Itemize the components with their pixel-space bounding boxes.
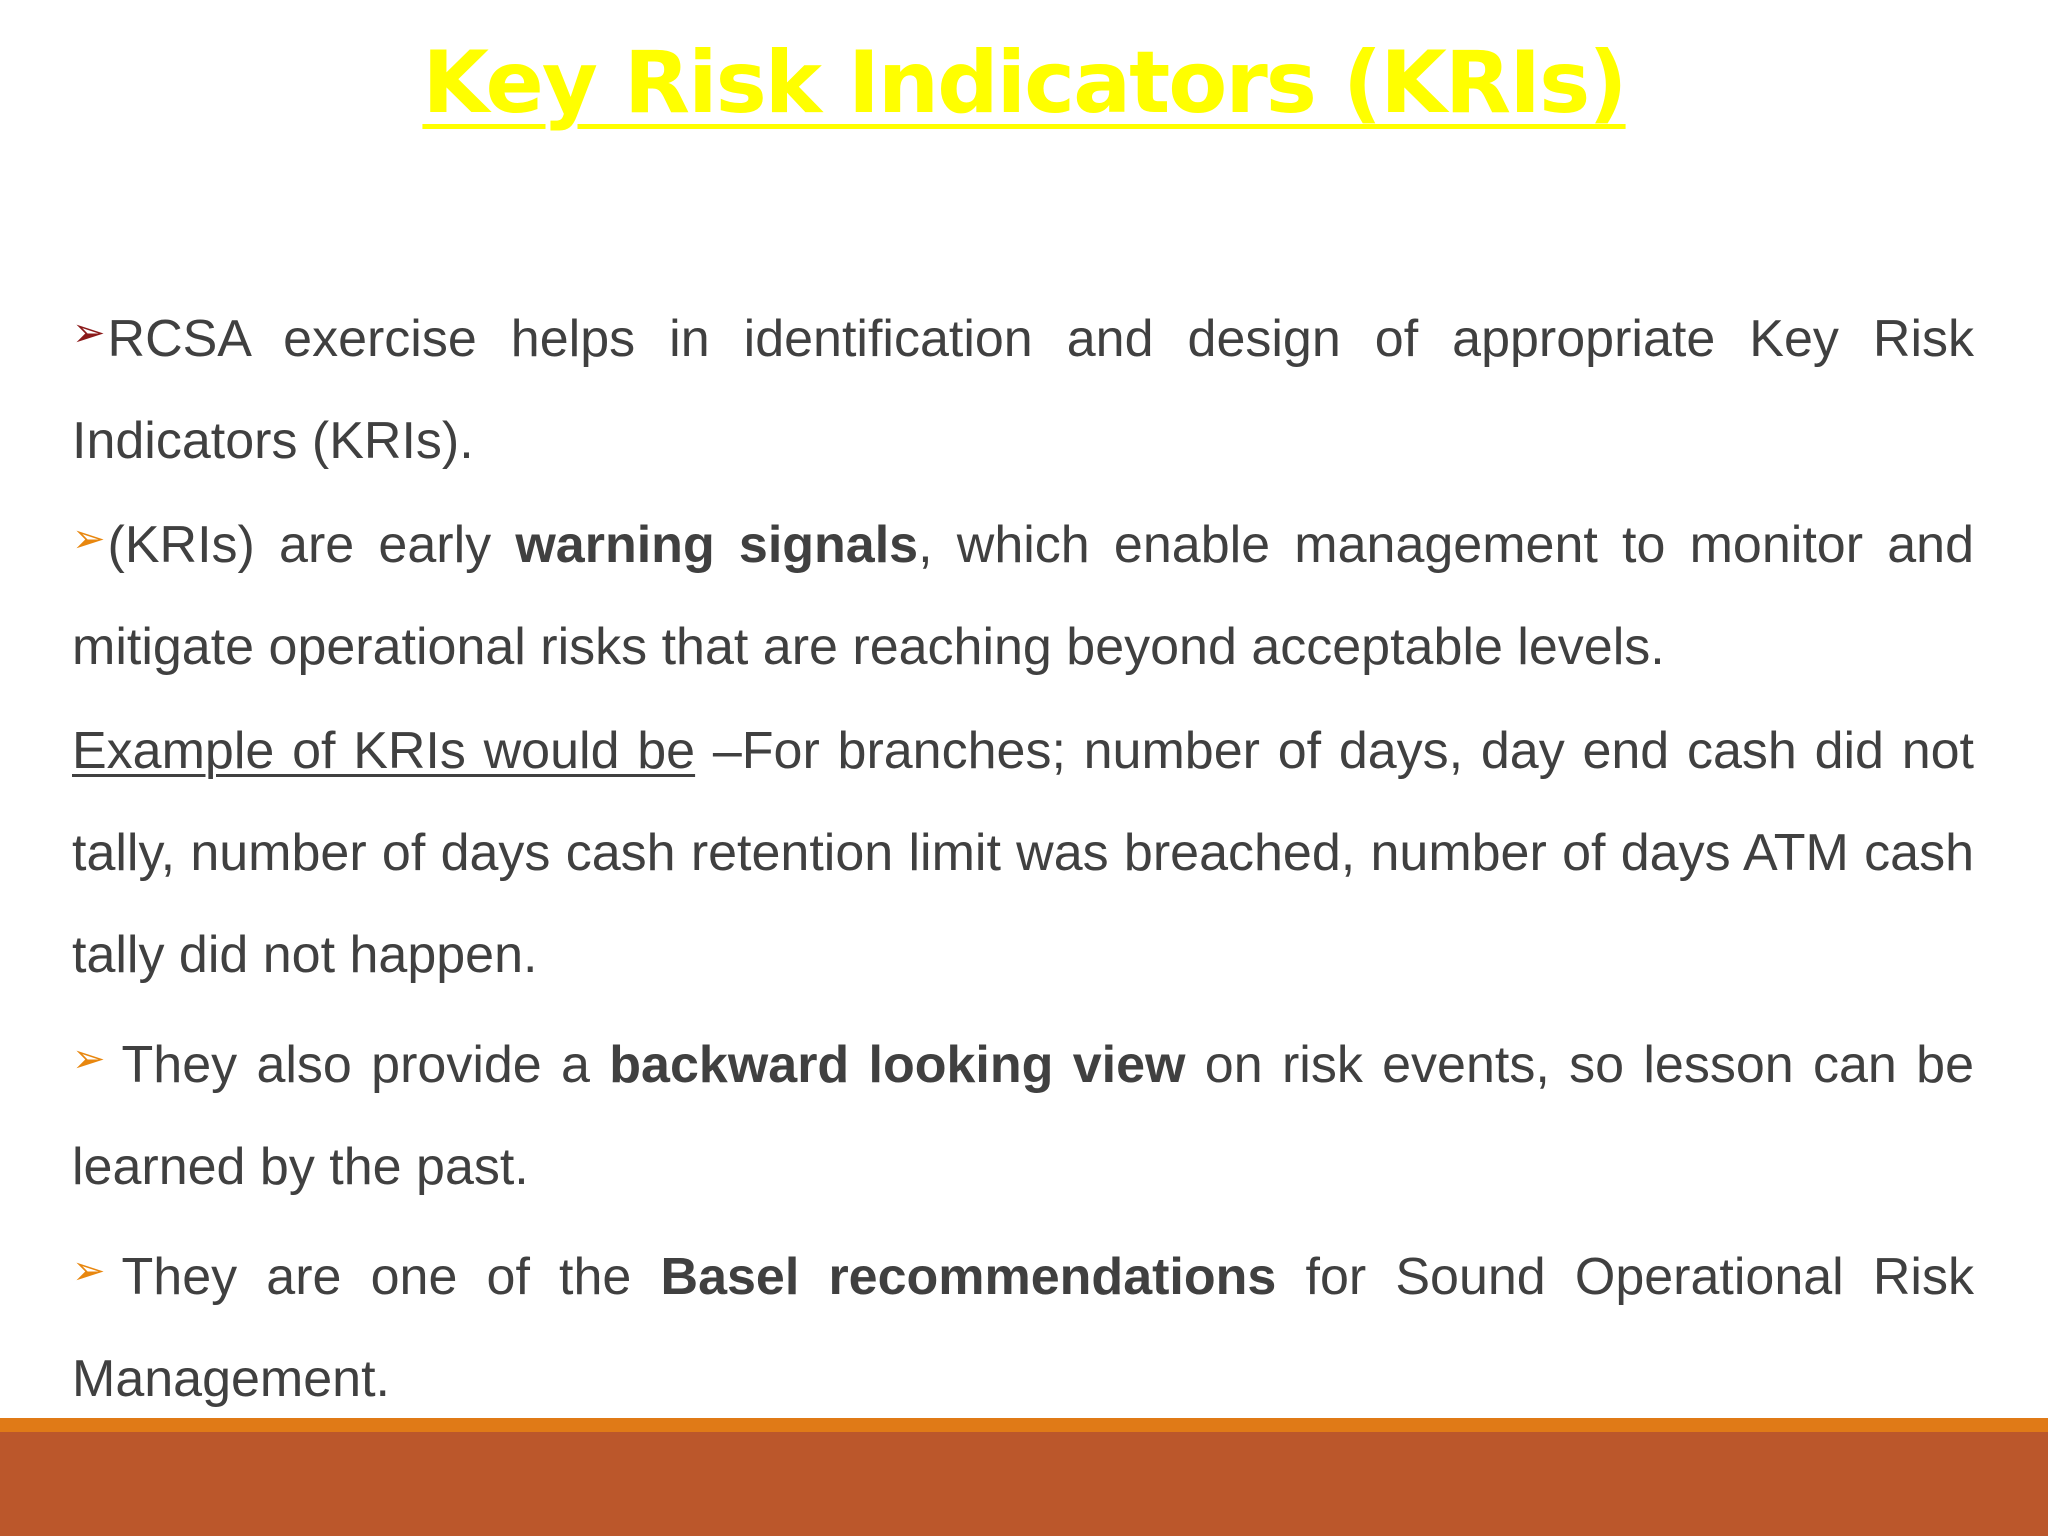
- footer-accent-line: [0, 1418, 2048, 1432]
- paragraph-warning-signals: [72, 494, 1974, 698]
- paragraph-text: RCSA exercise helps in identification and design of appropriate Key Risk Indicators (KRIs).: [72, 310, 1974, 470]
- paragraph-text-post: on risk events, so lesson can be learned by the past.: [72, 1036, 1975, 1196]
- paragraph-text-pre: They are one of the: [121, 1248, 661, 1306]
- paragraph-rcsa: [72, 288, 1974, 492]
- arrow-bullet-icon: ➢: [72, 1248, 106, 1294]
- paragraph-text-post: , which enable management to monitor and mitigate operational risks that are reaching beyond acceptable levels.: [72, 516, 1974, 676]
- slide-body: [72, 288, 1974, 1430]
- paragraph-example: [72, 700, 1974, 1006]
- paragraph-text-bold: Basel recommendations: [660, 1248, 1277, 1306]
- paragraph-backward-looking: [72, 1014, 1974, 1218]
- arrow-bullet-icon: ➢: [72, 1036, 106, 1082]
- arrow-bullet-icon: ➢: [72, 516, 106, 562]
- paragraph-text-bold: backward looking view: [609, 1036, 1186, 1094]
- paragraph-text-post: –For branches; number of days, day end cash did not tally, number of days cash retention limit was breached, number of days ATM cash tally did not happen.: [72, 722, 1975, 984]
- arrow-bullet-icon: ➢: [72, 310, 106, 356]
- paragraph-text-post: for Sound Operational Risk Management.: [72, 1248, 1974, 1408]
- paragraph-basel: [72, 1226, 1974, 1430]
- paragraph-text-underlined: Example of KRIs would be: [72, 722, 696, 780]
- slide-title: Key Risk Indicators (KRIs): [422, 33, 1626, 133]
- footer-band: [0, 1432, 2048, 1536]
- paragraph-text-bold: warning signals: [515, 516, 919, 574]
- paragraph-text-pre: (KRIs) are early: [107, 516, 516, 574]
- paragraph-text-pre: They also provide a: [121, 1036, 610, 1094]
